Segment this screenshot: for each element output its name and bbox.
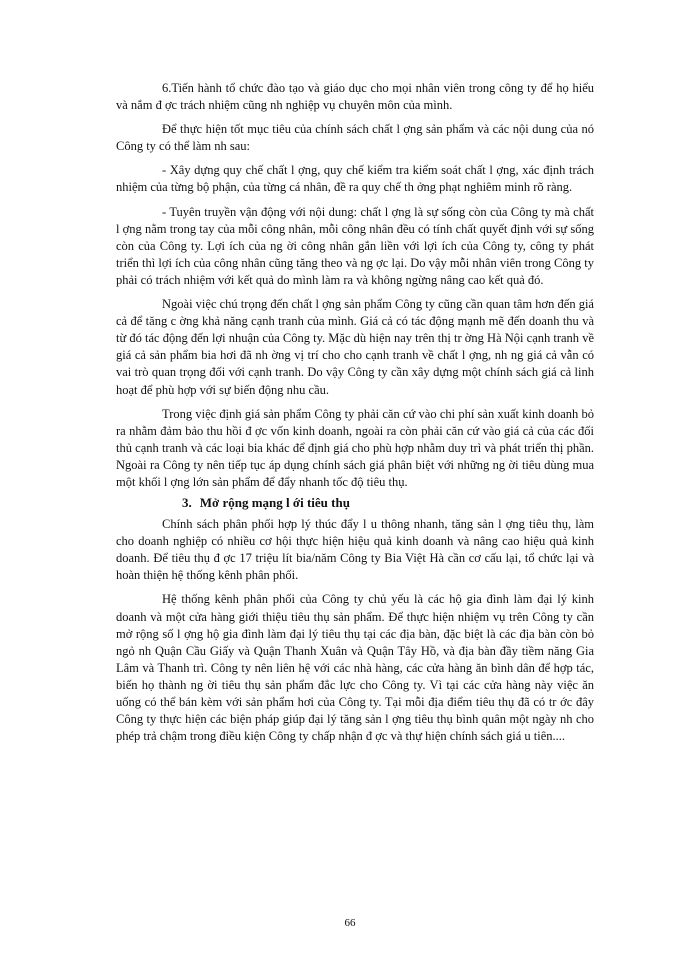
paragraph-quality-policy-intro: Để thực hiện tốt mục tiêu của chính sách chất l ợng sản phẩm và các nội dung của nó Công ty có thể làm nh sau: [116, 122, 594, 154]
paragraph-quality-regulations: - Xây dựng quy chế chất l ợng, quy chế kiểm tra kiểm soát chất l ợng, xác định trách nhiệm của từng bộ phận, của từng cá nhân, đề ra quy chế th ởng phạt nghiêm minh rõ ràng. [116, 163, 594, 195]
paragraph-distribution-channels: Hệ thống kênh phân phối của Công ty chủ yếu là các hộ gia đình làm đại lý kinh doanh và một cửa hàng giới thiệu tiêu thụ sản phẩm. Để thực hiện nhiệm vụ trên Công ty cần mở rộng số l ợng hộ gia đình làm đại lý tiêu thụ tại các địa bàn, đặc biệt là các địa bàn còn bỏ ngỏ nh Quận Cầu Giấy và Quận Thanh Xuân và Quận Tây Hồ, và địa bàn đầy tiềm năng Gia Lâm và Thanh trì. Công ty nên liên hệ với các nhà hàng, các cửa hàng ăn bình dân để hợp tác, biến họ thành ng ời tiêu thụ sản phẩm đắc lực cho Công ty. Vì tại các cửa hàng này việc ăn uống có thể bán kèm với sản phẩm hơi của Công ty. Tại mỗi địa điểm tiêu thụ đã có tr ớc đây Công ty thực hiện các biện pháp giúp đại lý tăng sản l ợng tiêu thụ bình quân một ngày nh cho phép trả chậm trong điều kiện Công ty chấp nhận đ ợc và thự hiện chính sách giá u tiên.... [116, 592, 594, 744]
paragraph-distribution-policy: Chính sách phân phối hợp lý thúc đẩy l u thông nhanh, tăng sản l ợng tiêu thụ, làm cho doanh nghiệp có nhiều cơ hội thực hiện hiệu quả kinh doanh và nâng cao hiệu quả kinh doanh. Để tiêu thụ đ ợc 17 triệu lít bia/năm Công ty Bia Việt Hà cần cơ cấu lại, tổ chức lại và hoàn thiện hệ thống kênh phân phối. [116, 517, 594, 583]
section-heading [116, 494, 594, 512]
paragraph-pricing-method: Trong việc định giá sản phẩm Công ty phải căn cứ vào chi phí sản xuất kinh doanh bỏ ra nhằm đảm bảo thu hồi đ ợc vốn kinh doanh, ngoài ra còn phải căn cứ vào giá cả của các đối thủ cạnh tranh và các loại bia khác để định giá cho phù hợp nhằm duy trì và phát triển thị phần. Ngoài ra Công ty nên tiếp tục áp dụng chính sách giá phân biệt với những ng ời tiêu dùng mua một khối l ợng lớn sản phẩm để đẩy nhanh tốc độ tiêu thụ. [116, 406, 594, 489]
paragraph-propaganda: - Tuyên truyền vận động với nội dung: chất l ợng là sự sống còn của Công ty mà chất l ợng nằm trong tay của mỗi công nhân, mỗi công nhân đều có tính chất quyết định với sự sống còn của Công ty. Lợi ích của ng ời công nhân gắn liền với lợi ích của Công ty, công ty phát triển thì lợi ích của công nhân cũng tăng theo và ng ợc lại. Do vậy mỗi nhân viên trong Công ty phải có trách nhiệm với kết quả do mình làm ra và không ngừng nâng cao kết quả đó. [116, 204, 594, 287]
paragraph-pricing-attention: Ngoài việc chú trọng đến chất l ợng sản phẩm Công ty cũng cần quan tâm hơn đến giá cả để tăng c ờng khả năng cạnh tranh của mình. Giá cả có tác động mạnh mẽ đến doanh thu và từ đó tác động đến lợi nhuận của Công ty. Mặc dù hiện nay trên thị tr ờng Hà Nội cạnh tranh về giá cả sản phẩm bia hơi đã nh ờng vị trí cho cho cạnh tranh về chất l ợng, nh ng giá cả vẫn có vai trò quan trọng đối với cạnh tranh. Do vậy Công ty cần xây dựng một chính sách giá cả linh hoạt để phù hợp với sự biến động nhu cầu. [116, 297, 594, 397]
section-title: Mở rộng mạng l ới tiêu thụ [199, 495, 350, 511]
section-number: 3. [182, 495, 192, 511]
paragraph-training: 6.Tiến hành tổ chức đào tạo và giáo dục cho mọi nhân viên trong công ty để họ hiểu và nắm đ ợc trách nhiệm cũng nh nghiệp vụ chuyên môn của mình. [116, 81, 594, 113]
page-number: 66 [344, 917, 356, 929]
page-body [116, 80, 594, 745]
